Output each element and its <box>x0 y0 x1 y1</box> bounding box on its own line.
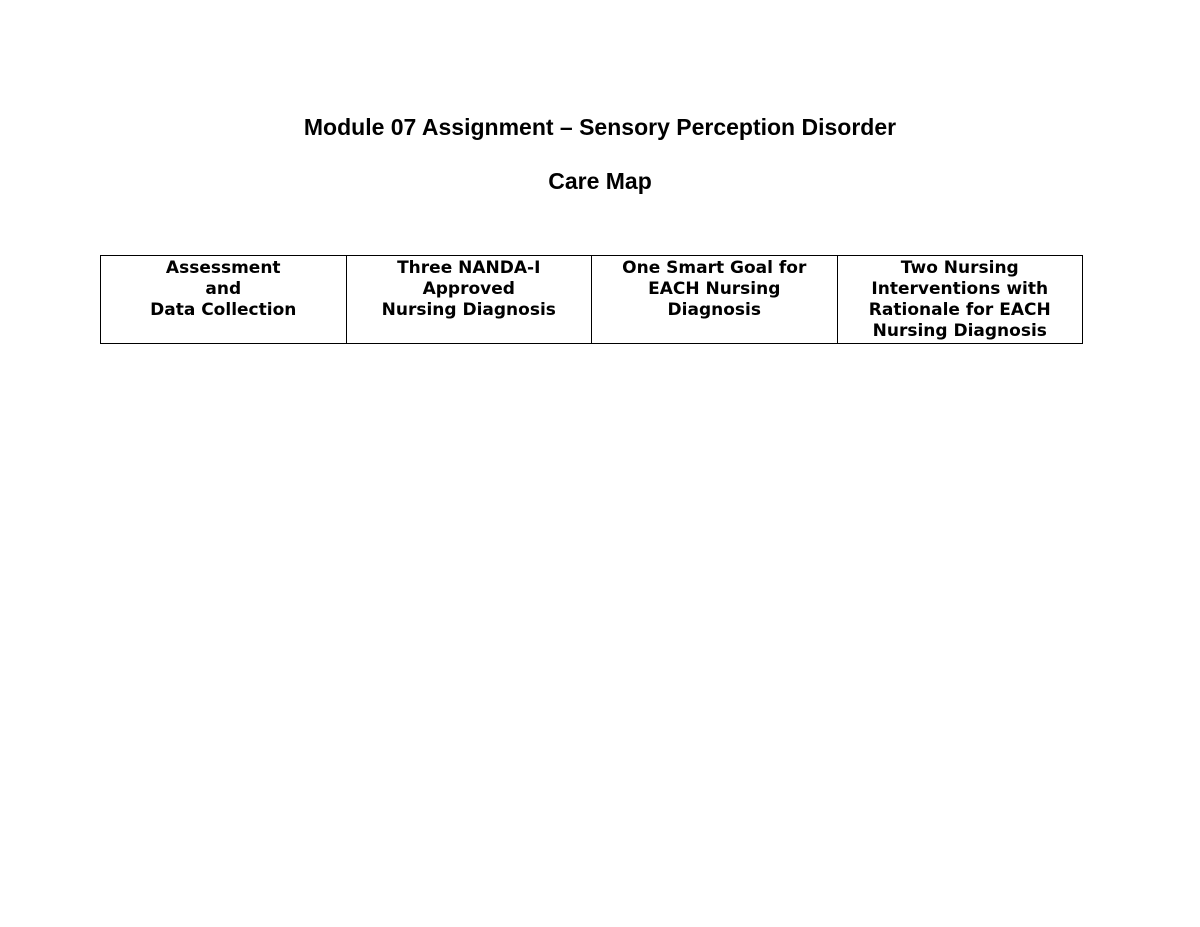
header-nursing-diagnosis <box>346 256 592 344</box>
document-subtitle: Care Map <box>548 168 652 194</box>
header-line: Assessment <box>165 258 281 278</box>
header-line: Nursing Diagnosis <box>872 321 1047 341</box>
header-interventions <box>837 256 1083 344</box>
header-assessment <box>101 256 347 344</box>
table-header-row <box>101 256 1083 344</box>
header-line: EACH Nursing <box>648 279 781 299</box>
header-line: Rationale for EACH <box>868 300 1051 320</box>
header-line: Data Collection <box>150 300 297 320</box>
header-smart-goal <box>592 256 838 344</box>
header-line: Two Nursing <box>900 258 1019 278</box>
header-line: Diagnosis <box>667 300 761 320</box>
header-line: Approved <box>422 279 515 299</box>
header-line: Nursing Diagnosis <box>381 300 556 320</box>
document-title: Module 07 Assignment – Sensory Perception Disorder <box>303 114 897 140</box>
header-line: One Smart Goal for <box>622 258 807 278</box>
care-map-table <box>100 255 1083 344</box>
header-line: and <box>205 279 242 299</box>
header-line: Interventions with <box>871 279 1049 299</box>
header-line: Three NANDA-I <box>397 258 541 278</box>
